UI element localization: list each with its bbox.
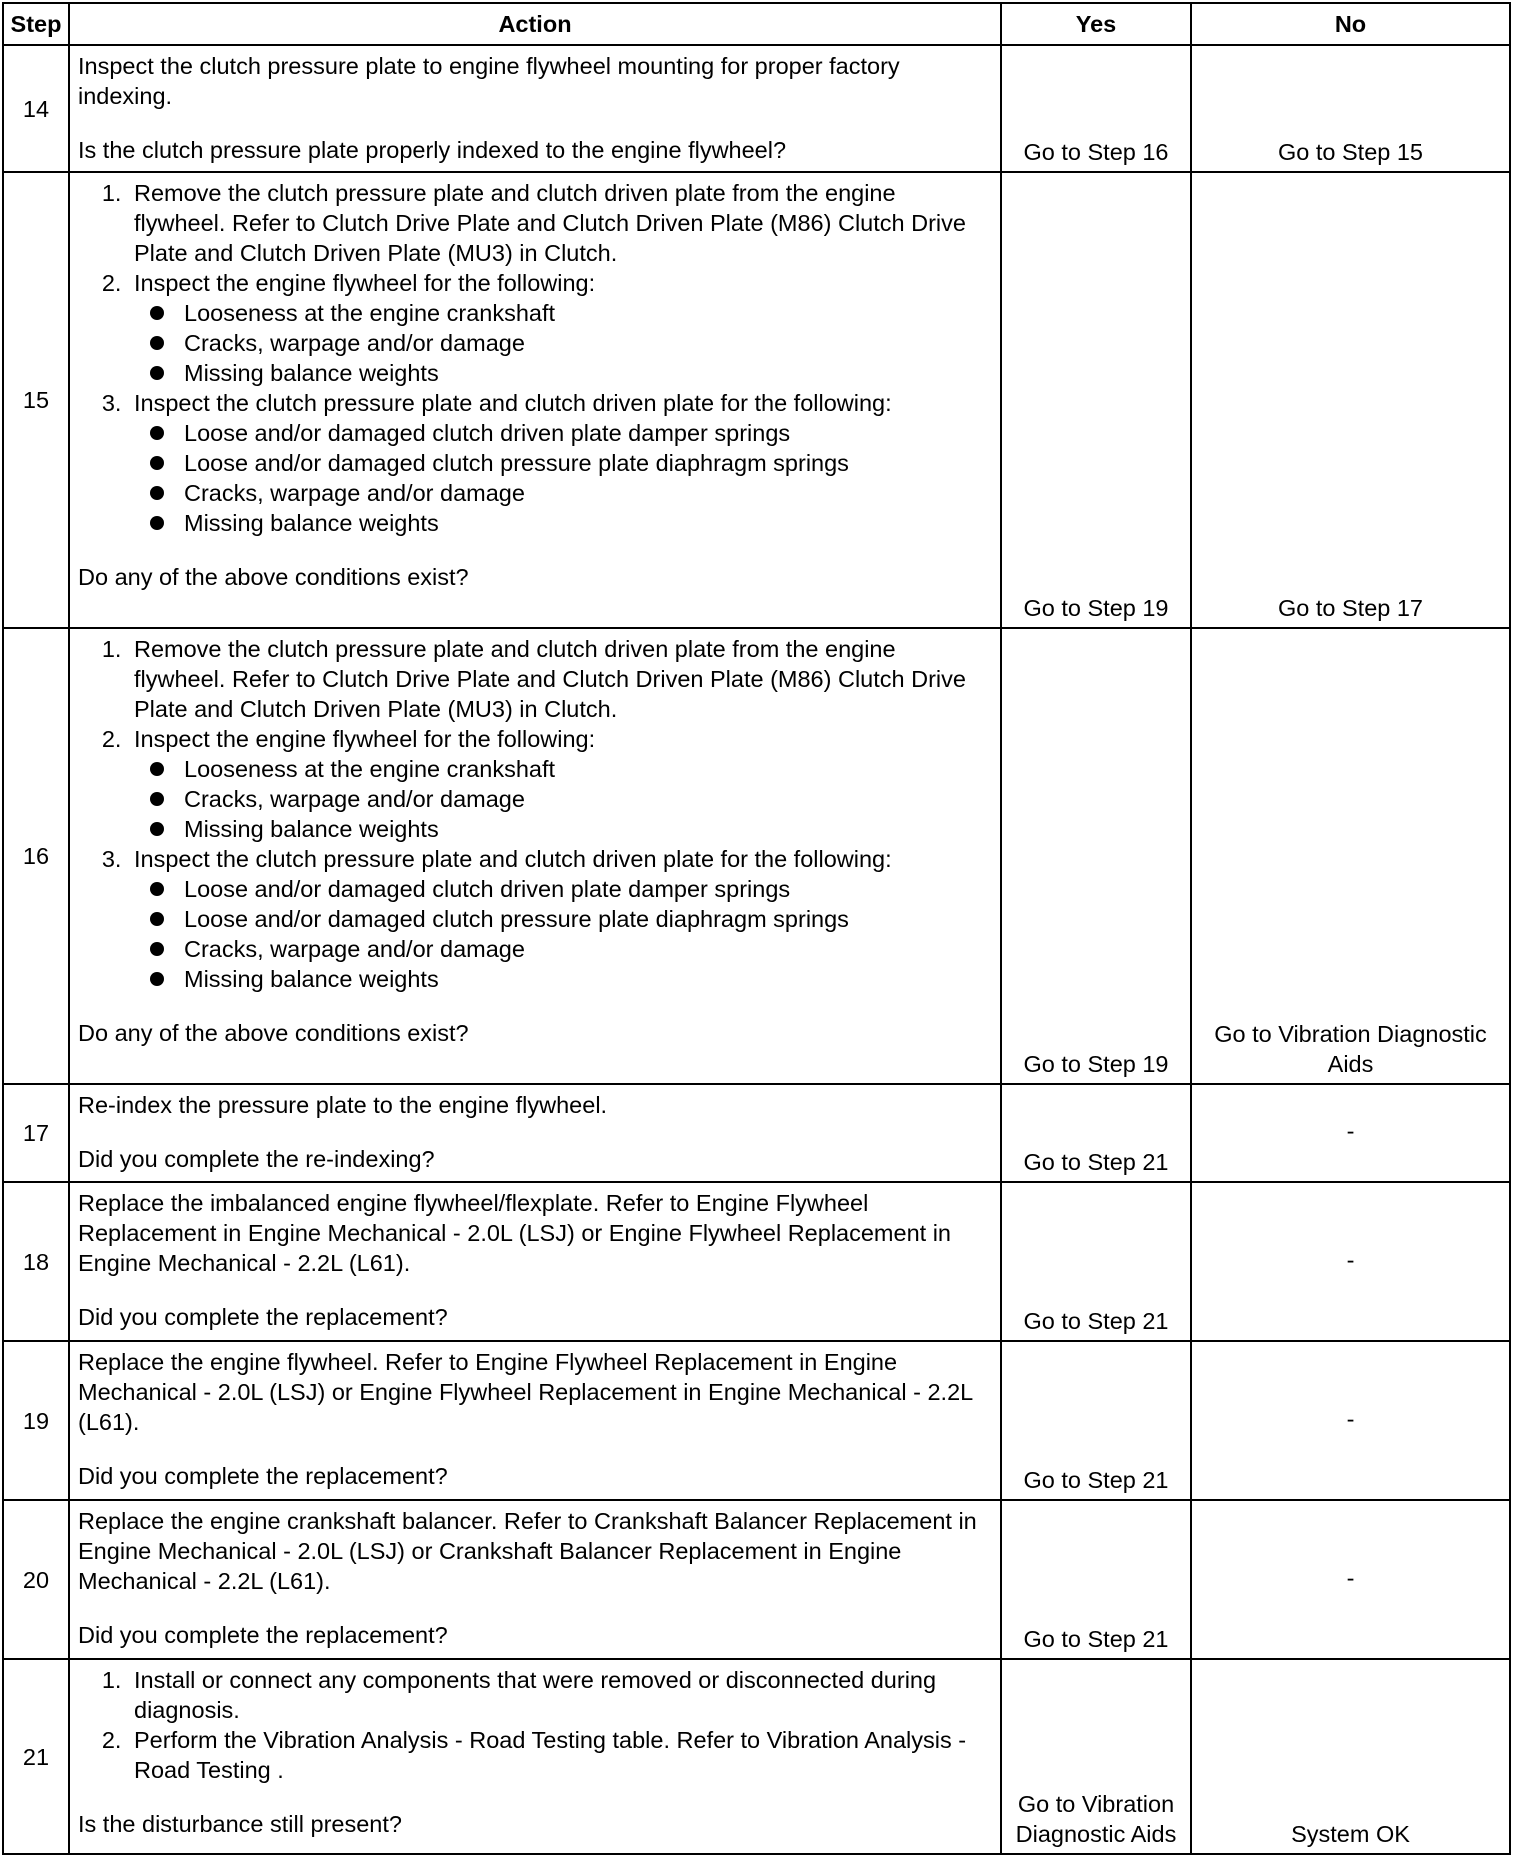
table-row [3, 1084, 1510, 1182]
table-row [3, 172, 1510, 628]
diagnostic-table [2, 2, 1511, 1855]
action-step-text: Inspect the engine flywheel for the following: [134, 270, 596, 296]
bullet-icon [150, 366, 164, 380]
action-step-text: Inspect the clutch pressure plate and clutch driven plate for the following: [134, 846, 892, 872]
bullet-icon [150, 456, 164, 470]
condition-item [184, 784, 992, 814]
condition-item [184, 448, 992, 478]
condition-text: Cracks, warpage and/or damage [184, 786, 525, 812]
action-steps-list [78, 634, 992, 994]
action-cell [69, 1500, 1001, 1659]
condition-item [184, 814, 992, 844]
condition-item [184, 358, 992, 388]
condition-text: Loose and/or damaged clutch pressure plate diaphragm springs [184, 906, 849, 932]
action-step [128, 634, 992, 724]
action-text: Replace the imbalanced engine flywheel/flexplate. Refer to Engine Flywheel Replacement in Engine Mechanical - 2.0L (LSJ) or Engine Flywheel Replacement in Engine Mechanical - 2.2L (L61). [78, 1190, 951, 1276]
condition-text: Loose and/or damaged clutch driven plate damper springs [184, 420, 791, 446]
condition-item [184, 964, 992, 994]
action-step-text: Remove the clutch pressure plate and clutch driven plate from the engine flywheel. Refer to Clutch Drive Plate and Clutch Driven Plate (M86) Clutch Drive Plate and Clutch Driven Plate (MU3) in Clutch. [134, 180, 966, 266]
step-number: 14 [3, 45, 69, 172]
action-step-text: Install or connect any components that were removed or disconnected during diagnosis. [134, 1667, 937, 1723]
action-cell [69, 1084, 1001, 1182]
step-number: 20 [3, 1500, 69, 1659]
condition-item [184, 298, 992, 328]
no-result: - [1191, 1084, 1510, 1182]
bullet-icon [150, 792, 164, 806]
table-body [3, 45, 1510, 1854]
action-step [128, 388, 992, 538]
header-no: No [1191, 3, 1510, 45]
step-number: 19 [3, 1341, 69, 1500]
condition-item [184, 904, 992, 934]
action-question: Did you complete the replacement? [78, 1622, 448, 1648]
action-step [128, 724, 992, 844]
condition-list [134, 754, 992, 844]
condition-text: Missing balance weights [184, 816, 439, 842]
bullet-icon [150, 762, 164, 776]
yes-result: Go to Vibration Diagnostic Aids [1001, 1659, 1191, 1854]
condition-text: Looseness at the engine crankshaft [184, 756, 556, 782]
action-question: Did you complete the re-indexing? [78, 1146, 435, 1172]
condition-item [184, 418, 992, 448]
action-step [128, 1725, 992, 1785]
action-question: Did you complete the replacement? [78, 1304, 448, 1330]
action-text: Replace the engine crankshaft balancer. Refer to Crankshaft Balancer Replacement in Engine Mechanical - 2.0L (LSJ) or Crankshaft Balancer Replacement in Engine Mechanical - 2.2L (L61). [78, 1508, 977, 1594]
action-steps-list [78, 1665, 992, 1785]
action-steps-list [78, 178, 992, 538]
yes-result: Go to Step 21 [1001, 1341, 1191, 1500]
condition-item [184, 934, 992, 964]
action-step-text: Perform the Vibration Analysis - Road Testing table. Refer to Vibration Analysis - Road Testing . [134, 1727, 967, 1783]
action-cell [69, 1341, 1001, 1500]
condition-text: Loose and/or damaged clutch driven plate damper springs [184, 876, 791, 902]
bullet-icon [150, 972, 164, 986]
condition-item [184, 874, 992, 904]
action-cell [69, 628, 1001, 1084]
no-result: Go to Step 17 [1191, 172, 1510, 628]
step-number: 21 [3, 1659, 69, 1854]
no-result: - [1191, 1341, 1510, 1500]
action-cell [69, 172, 1001, 628]
condition-text: Loose and/or damaged clutch pressure plate diaphragm springs [184, 450, 849, 476]
bullet-icon [150, 912, 164, 926]
bullet-icon [150, 942, 164, 956]
bullet-icon [150, 516, 164, 530]
action-text: Replace the engine flywheel. Refer to Engine Flywheel Replacement in Engine Mechanical - 2.0L (LSJ) or Engine Flywheel Replacement in Engine Mechanical - 2.2L (L61). [78, 1349, 973, 1435]
bullet-icon [150, 822, 164, 836]
yes-result: Go to Step 19 [1001, 172, 1191, 628]
condition-list [134, 298, 992, 388]
action-step-text: Remove the clutch pressure plate and clutch driven plate from the engine flywheel. Refer to Clutch Drive Plate and Clutch Driven Plate (M86) Clutch Drive Plate and Clutch Driven Plate (MU3) in Clutch. [134, 636, 966, 722]
condition-item [184, 508, 992, 538]
table-row [3, 1341, 1510, 1500]
no-result: Go to Step 15 [1191, 45, 1510, 172]
condition-item [184, 754, 992, 784]
action-question: Is the clutch pressure plate properly indexed to the engine flywheel? [78, 137, 787, 163]
table-row [3, 1500, 1510, 1659]
action-cell [69, 1659, 1001, 1854]
condition-text: Missing balance weights [184, 966, 439, 992]
step-number: 18 [3, 1182, 69, 1341]
no-result: - [1191, 1182, 1510, 1341]
bullet-icon [150, 426, 164, 440]
action-step [128, 1665, 992, 1725]
condition-text: Cracks, warpage and/or damage [184, 480, 525, 506]
table-row [3, 628, 1510, 1084]
action-cell [69, 45, 1001, 172]
table-row [3, 1659, 1510, 1854]
action-text: Inspect the clutch pressure plate to engine flywheel mounting for proper factory indexing. [78, 53, 900, 109]
yes-result: Go to Step 21 [1001, 1500, 1191, 1659]
no-result: System OK [1191, 1659, 1510, 1854]
action-step-text: Inspect the engine flywheel for the following: [134, 726, 596, 752]
step-number: 15 [3, 172, 69, 628]
yes-result: Go to Step 21 [1001, 1182, 1191, 1341]
table-row [3, 1182, 1510, 1341]
step-number: 17 [3, 1084, 69, 1182]
yes-result: Go to Step 16 [1001, 45, 1191, 172]
condition-list [134, 418, 992, 538]
action-question: Do any of the above conditions exist? [78, 564, 469, 590]
action-question: Did you complete the replacement? [78, 1463, 448, 1489]
condition-text: Missing balance weights [184, 360, 439, 386]
condition-item [184, 478, 992, 508]
condition-text: Cracks, warpage and/or damage [184, 936, 525, 962]
action-question: Is the disturbance still present? [78, 1811, 402, 1837]
condition-list [134, 874, 992, 994]
condition-text: Cracks, warpage and/or damage [184, 330, 525, 356]
bullet-icon [150, 336, 164, 350]
no-result: - [1191, 1500, 1510, 1659]
bullet-icon [150, 306, 164, 320]
header-row [3, 3, 1510, 45]
header-step: Step [3, 3, 69, 45]
step-number: 16 [3, 628, 69, 1084]
yes-result: Go to Step 19 [1001, 628, 1191, 1084]
yes-result: Go to Step 21 [1001, 1084, 1191, 1182]
condition-item [184, 328, 992, 358]
action-text: Re-index the pressure plate to the engine flywheel. [78, 1092, 608, 1118]
action-question: Do any of the above conditions exist? [78, 1020, 469, 1046]
condition-text: Missing balance weights [184, 510, 439, 536]
action-step [128, 178, 992, 268]
header-yes: Yes [1001, 3, 1191, 45]
bullet-icon [150, 882, 164, 896]
bullet-icon [150, 486, 164, 500]
action-step [128, 844, 992, 994]
header-action: Action [69, 3, 1001, 45]
action-step-text: Inspect the clutch pressure plate and clutch driven plate for the following: [134, 390, 892, 416]
action-step [128, 268, 992, 388]
action-cell [69, 1182, 1001, 1341]
table-row [3, 45, 1510, 172]
condition-text: Looseness at the engine crankshaft [184, 300, 556, 326]
no-result: Go to Vibration Diagnostic Aids [1191, 628, 1510, 1084]
